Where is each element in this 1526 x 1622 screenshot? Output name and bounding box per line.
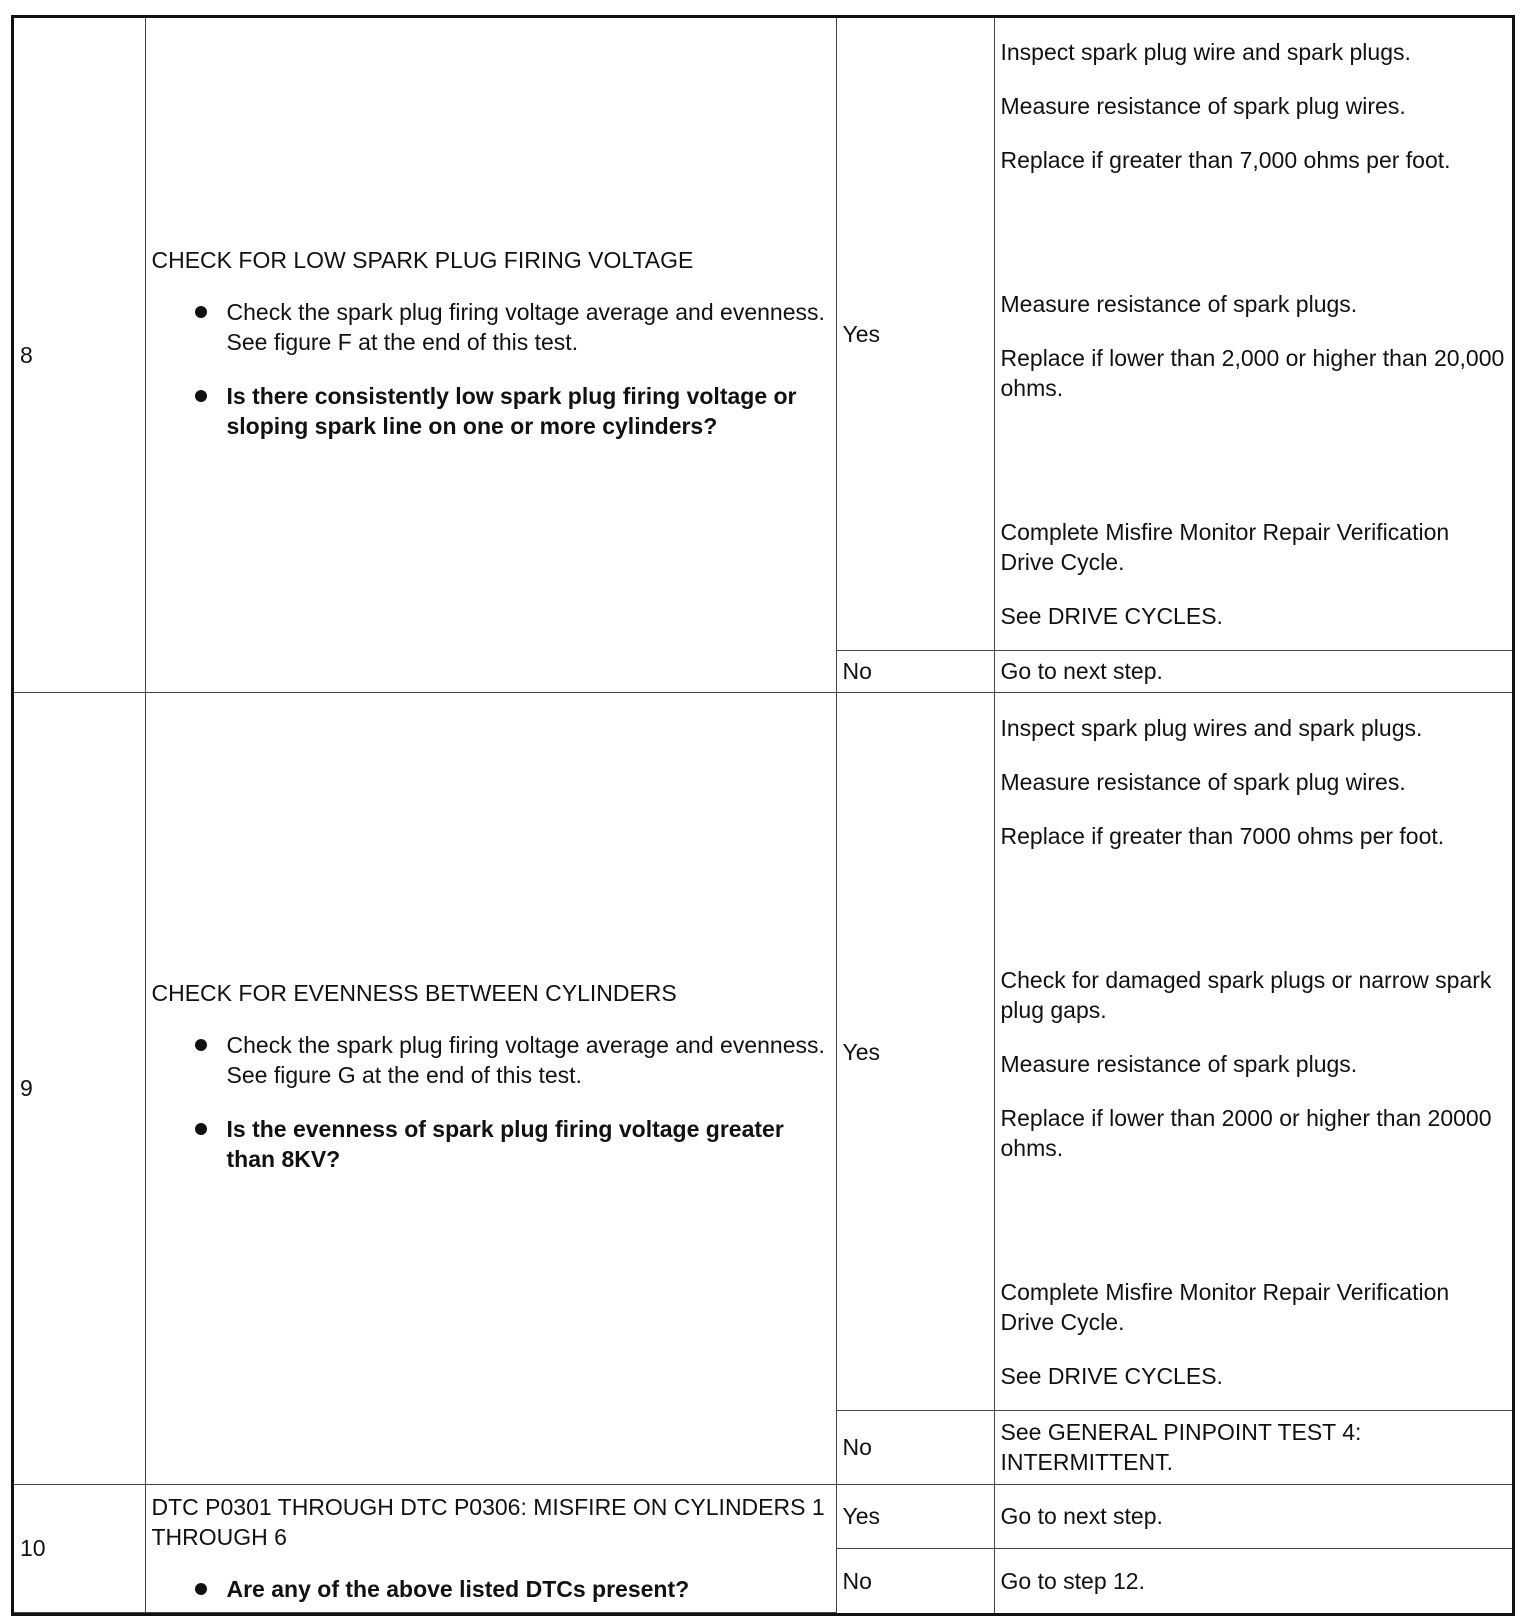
- step-title: DTC P0301 THROUGH DTC P0306: MISFIRE ON CYLINDERS 1 THROUGH 6: [151, 1494, 825, 1551]
- yes-label: Yes: [836, 1484, 994, 1548]
- action-text: Inspect spark plug wires and spark plugs.: [1000, 714, 1423, 741]
- step-9-yes-row: [14, 693, 1512, 1411]
- yes-label: Yes: [836, 18, 994, 650]
- bullet-question: Are any of the above listed DTCs present?: [227, 1574, 830, 1604]
- bullet-question: Is there consistently low spark plug firing voltage or sloping spark line on one or more cylinders?: [227, 381, 830, 441]
- action-text: Measure resistance of spark plugs.: [1000, 1050, 1358, 1077]
- step-8-yes-row: [14, 18, 1512, 650]
- pinpoint-test-table-frame: [11, 15, 1515, 1616]
- no-label: No: [836, 1411, 994, 1484]
- action-text: Measure resistance of spark plug wires.: [1000, 92, 1406, 119]
- action-text: Complete Misfire Monitor Repair Verification Drive Cycle.: [1000, 1278, 1450, 1335]
- yes-actions: [994, 693, 1512, 1411]
- action-text: See DRIVE CYCLES.: [1000, 602, 1223, 629]
- step-number: 10: [14, 1484, 145, 1612]
- action-text: Measure resistance of spark plugs.: [1000, 290, 1358, 317]
- action-text: Replace if lower than 2,000 or higher than 20,000 ohms.: [1000, 344, 1505, 401]
- spacer: [1001, 875, 1507, 965]
- no-label: No: [836, 650, 994, 692]
- step-title: CHECK FOR EVENNESS BETWEEN CYLINDERS: [151, 980, 677, 1007]
- step-number: 9: [14, 693, 145, 1485]
- step-description: [145, 18, 836, 693]
- action-text: Replace if greater than 7,000 ohms per foot.: [1000, 146, 1451, 173]
- step-10-yes-row: [14, 1484, 1512, 1548]
- no-action: See GENERAL PINPOINT TEST 4: INTERMITTENT.: [994, 1411, 1512, 1484]
- spacer: [1001, 427, 1507, 517]
- pinpoint-test-table: [14, 18, 1512, 1613]
- step-bullets: [152, 1030, 830, 1174]
- yes-action: Go to next step.: [994, 1484, 1512, 1548]
- step-bullets: [152, 1574, 830, 1604]
- bullet-instruction: Check the spark plug firing voltage average and evenness. See figure G at the end of this test.: [227, 1030, 830, 1090]
- step-bullets: [152, 297, 830, 441]
- no-action: Go to step 12.: [994, 1548, 1512, 1612]
- action-text: Measure resistance of spark plug wires.: [1000, 768, 1406, 795]
- step-description: [145, 693, 836, 1485]
- action-text: Replace if greater than 7000 ohms per foot.: [1000, 822, 1445, 849]
- yes-actions: [994, 18, 1512, 650]
- bullet-question: Is the evenness of spark plug firing voltage greater than 8KV?: [227, 1114, 830, 1174]
- step-title: CHECK FOR LOW SPARK PLUG FIRING VOLTAGE: [151, 247, 694, 274]
- spacer: [1001, 199, 1507, 289]
- spacer: [1001, 1187, 1507, 1277]
- action-text: Check for damaged spark plugs or narrow spark plug gaps.: [1000, 966, 1492, 1023]
- action-text: Complete Misfire Monitor Repair Verification Drive Cycle.: [1000, 518, 1450, 575]
- bullet-instruction: Check the spark plug firing voltage average and evenness. See figure F at the end of this test.: [227, 297, 830, 357]
- yes-label: Yes: [836, 693, 994, 1411]
- action-text: See DRIVE CYCLES.: [1000, 1362, 1223, 1389]
- action-text: Inspect spark plug wire and spark plugs.: [1000, 38, 1411, 65]
- step-number: 8: [14, 18, 145, 693]
- no-action: Go to next step.: [994, 650, 1512, 692]
- no-label: No: [836, 1548, 994, 1612]
- step-description: [145, 1484, 836, 1612]
- action-text: Replace if lower than 2000 or higher than 20000 ohms.: [1000, 1104, 1492, 1161]
